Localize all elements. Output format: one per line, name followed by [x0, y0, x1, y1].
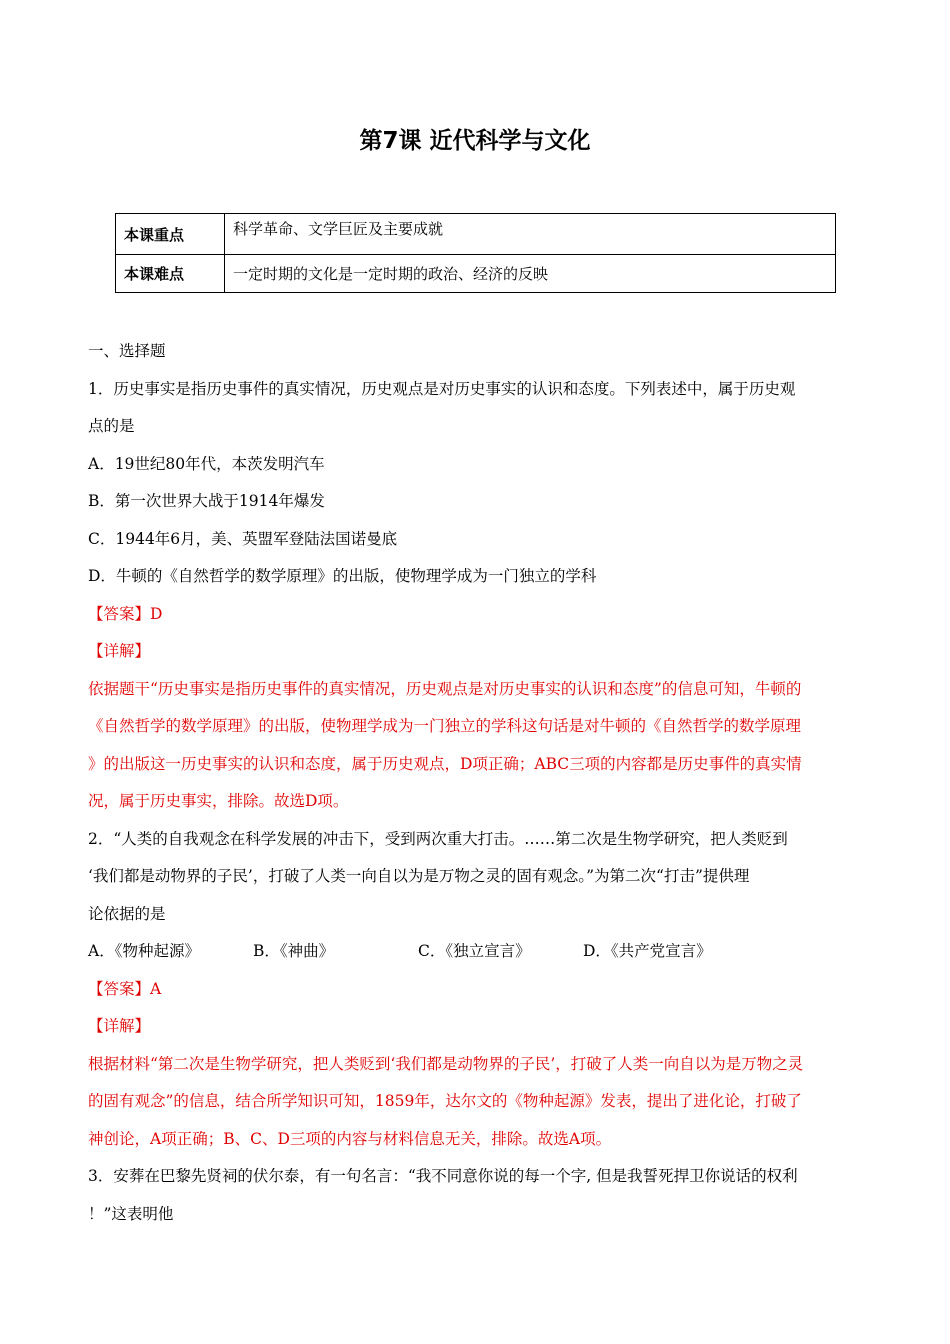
q2-answer: 【答案】A	[88, 979, 162, 998]
q2-stem-line: ‘我们都是动物界的子民’，打破了人类一向自以为是万物之灵的固有观念。”为第二次“打击”提供理	[88, 867, 750, 885]
q1-detail-line: 况，属于历史事实，排除。故选D项。	[88, 792, 349, 810]
q2-option-b: B．《神曲》	[253, 942, 335, 960]
q1-option-b: B．第一次世界大战于1914年爆发	[88, 492, 325, 510]
q2-detail-line: 神创论，A项正确；B、C、D三项的内容与材料信息无关，排除。故选A项。	[88, 1129, 612, 1148]
q1-detail-line: 依据题干“历史事实是指历史事件的真实情况，历史观点是对历史事实的认识和态度”的信息可知，牛顿的	[88, 679, 802, 698]
q2-detail-line: 的固有观念”的信息，结合所学知识可知，1859年，达尔文的《物种起源》发表，提出了进化论，打破了	[88, 1092, 802, 1110]
q1-option-c: C．1944年6月，美、英盟军登陆法国诺曼底	[88, 529, 398, 548]
q3-stem-line: 3．安葬在巴黎先贤祠的伏尔泰，有一句名言：“我不同意你说的每一个字, 但是我誓死捍卫你说话的权利	[88, 1167, 798, 1185]
key-points-table	[115, 213, 836, 293]
q2-option-a: A．《物种起源》	[88, 942, 200, 960]
q2-option-c: C．《独立宣言》	[418, 942, 531, 960]
table-value: 科学革命、文学巨匠及主要成就	[225, 214, 836, 255]
q1-answer: 【答案】D	[88, 604, 163, 623]
section-heading: 一、选择题	[88, 342, 166, 360]
page-title: 第7课 近代科学与文化	[359, 128, 591, 154]
table-row	[116, 255, 836, 293]
q2-stem-line: 论依据的是	[88, 904, 166, 923]
table-value: 一定时期的文化是一定时期的政治、经济的反映	[225, 255, 836, 293]
q1-stem-line: 点的是	[88, 417, 135, 435]
table-key: 本课难点	[116, 255, 225, 293]
q2-options	[88, 933, 863, 971]
q3-stem-line: ！”这表明他	[88, 1204, 174, 1223]
q1-detail-line: 》的出版这一历史事实的认识和态度，属于历史观点，D项正确；ABC三项的内容都是历史事件的真实情	[88, 754, 802, 773]
q1-stem-line: 1．历史事实是指历史事件的真实情况，历史观点是对历史事实的认识和态度。下列表述中，属于历史观	[88, 379, 796, 398]
q1-option-d: D．牛顿的《自然哲学的数学原理》的出版，使物理学成为一门独立的学科	[88, 567, 597, 585]
q1-option-a: A．19世纪80年代，本茨发明汽车	[88, 454, 325, 473]
q2-detail-line: 根据材料“第二次是生物学研究，把人类贬到‘我们都是动物界的子民’，打破了人类一向自以为是万物之灵	[88, 1054, 804, 1073]
q1-detail-line: 《自然哲学的数学原理》的出版，使物理学成为一门独立的学科这句话是对牛顿的《自然哲学的数学原理	[88, 717, 802, 735]
table-row	[116, 214, 836, 255]
q2-stem-line: 2．“人类的自我观念在科学发展的冲击下，受到两次重大打击。……第二次是生物学研究，把人类贬到	[88, 829, 788, 848]
q1-detail-label: 【详解】	[88, 642, 151, 660]
q2-detail-label: 【详解】	[88, 1017, 151, 1035]
content-body	[88, 333, 863, 1233]
table-key: 本课重点	[116, 214, 225, 255]
q2-option-d: D．《共产党宣言》	[583, 942, 712, 960]
